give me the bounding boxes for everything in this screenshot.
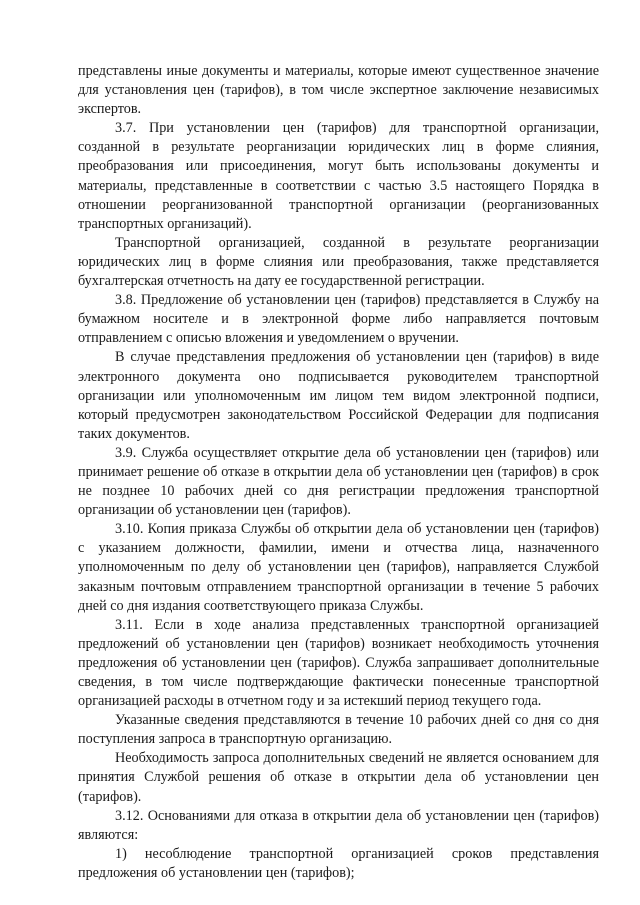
paragraph-3-9: 3.9. Служба осуществляет открытие дела об установлении цен (тарифов) или принимает решение об отказе в открытии дела об установлении цен (тарифов) в срок не позднее 10 рабочих дней со дня регистрации предложения транспортной организации об установлении цен (тарифов). xyxy=(78,444,599,519)
paragraph-3-7-addendum: Транспортной организацией, созданной в результате реорганизации юридических лиц в форме слияния или преобразования, также представляется бухгалтерская отчетность на дату ее государственной регистрации. xyxy=(78,234,599,290)
paragraph-continuation: представлены иные документы и материалы, которые имеют существенное значение для установления цен (тарифов), в том числе экспертное заключение независимых экспертов. xyxy=(78,63,599,118)
paragraph-3-7: 3.7. При установлении цен (тарифов) для транспортной организации, созданной в результате реорганизации юридических лиц в форме слияния, преобразования или присоединения, могут быть использованы документы и материалы, представленные в соответствии с частью 3.5 настоящего Порядка в отношении реорганизованной транспортной организации (реорганизованных транспортных организаций). xyxy=(78,120,599,232)
document-page xyxy=(78,62,599,883)
paragraph-3-11-deadline: Указанные сведения представляются в течение 10 рабочих дней со дня со дня поступления запроса в транспортную организацию. xyxy=(78,712,599,748)
list-item-1: 1) несоблюдение транспортной организацией сроков представления предложения об установлении цен (тарифов); xyxy=(78,845,599,881)
paragraph-3-11-note: Необходимость запроса дополнительных сведений не является основанием для принятия Службой решения об отказе в открытии дела об установлении цен (тарифов). xyxy=(78,750,599,805)
paragraph-3-11: 3.11. Если в ходе анализа представленных транспортной организацией предложений об установлении цен (тарифов) возникает необходимость уточнения предложения об установлении цен (тарифов). Служба запрашивает дополнительные сведения, в том числе подтверждающие фактически понесенные транспортной организацией расходы в отчетном году и за истекший период текущего года. xyxy=(78,616,599,710)
paragraph-3-12: 3.12. Основаниями для отказа в открытии дела об установлении цен (тарифов) являются: xyxy=(78,807,599,843)
paragraph-3-8: 3.8. Предложение об установлении цен (тарифов) представляется в Службу на бумажном носителе и в электронной форме либо направляется почтовым отправлением с описью вложения и уведомлением о вручении. xyxy=(78,292,599,347)
paragraph-3-10: 3.10. Копия приказа Службы об открытии дела об установлении цен (тарифов) с указанием должности, фамилии, имени и отчества лица, назначенного уполномоченным по делу об установлении цен (тарифов), направляется Службой заказным почтовым отправлением транспортной организации в течение 5 рабочих дней со дня издания соответствующего приказа Службы. xyxy=(78,521,599,614)
paragraph-3-8-electronic: В случае представления предложения об установлении цен (тарифов) в виде электронного документа оно подписывается руководителем транспортной организации или уполномоченным им лицом тем видом электронной подписи, который предусмотрен законодательством Российской Федерации для подписания таких документов. xyxy=(78,349,599,442)
